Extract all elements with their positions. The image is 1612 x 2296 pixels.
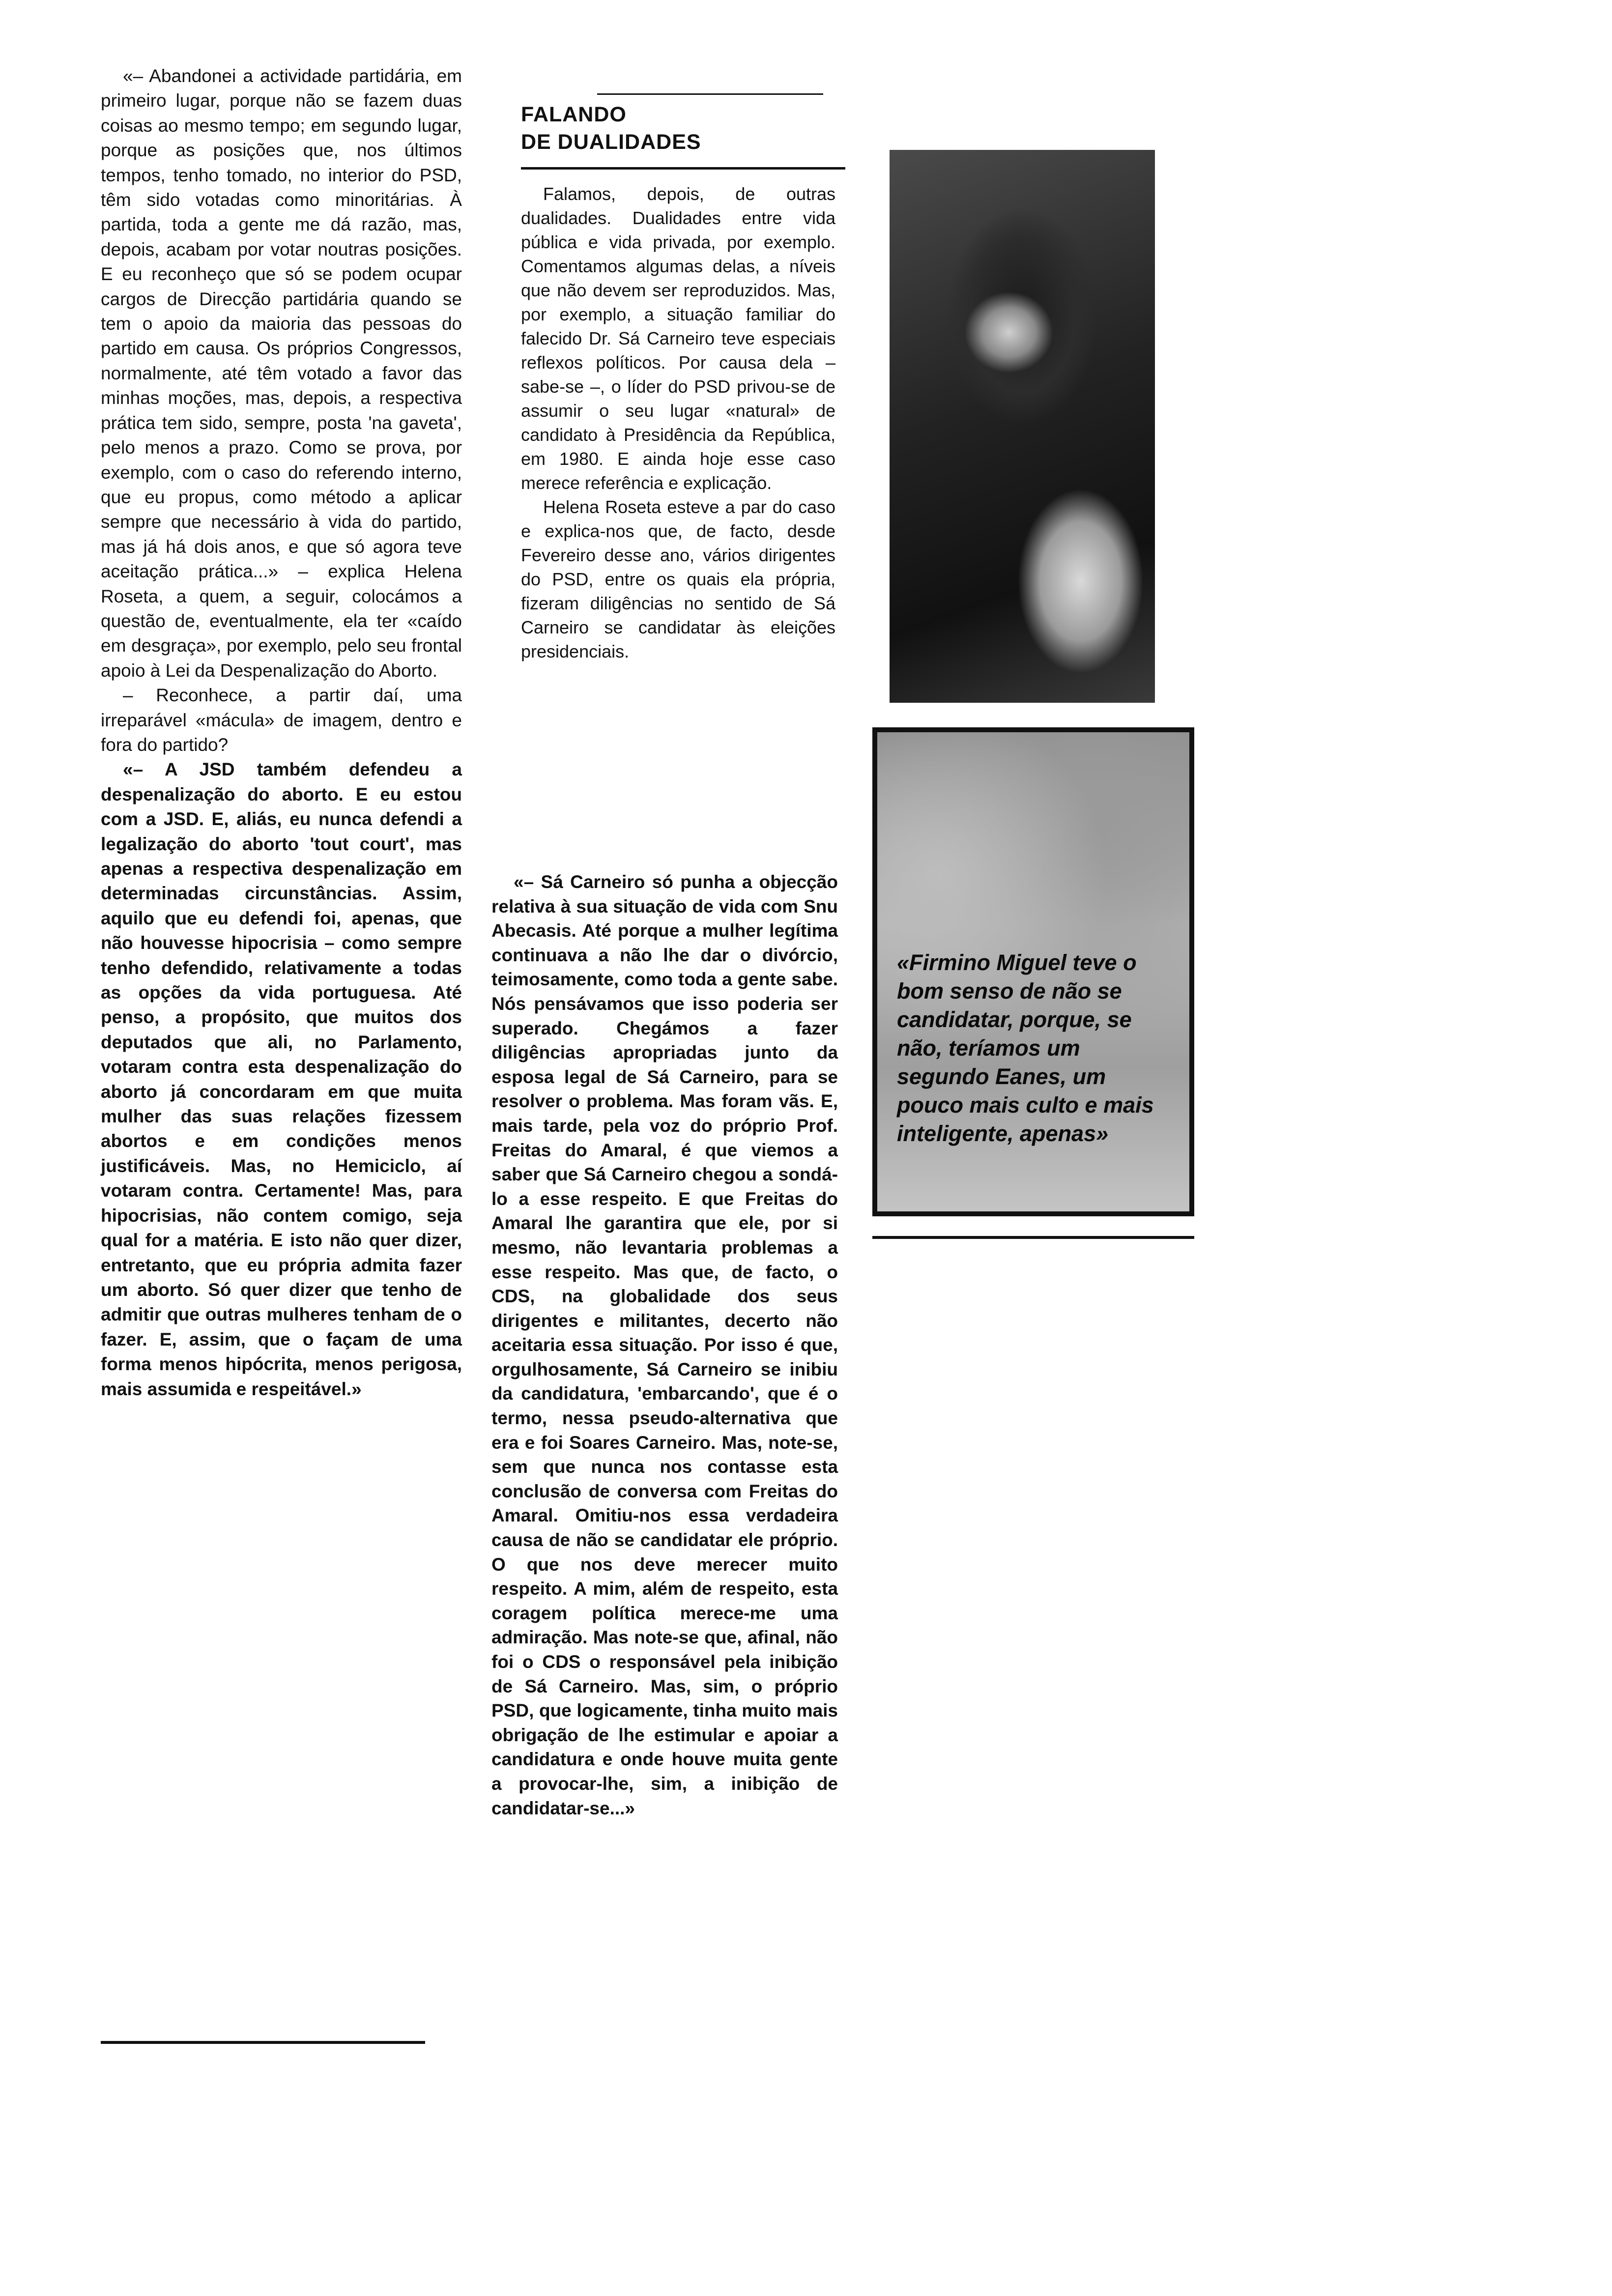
pull-quote-text: «Firmino Miguel teve o bom senso de não se candidatar, porque, se não, teríamos um segundo Eanes, um pouco mais culto e mais inteligente, apenas» [897, 950, 1154, 1146]
interview-question-paragraph: – Reconhece, a partir daí, uma irreparável «mácula» de imagem, dentro e fora do partido? [101, 685, 462, 755]
pull-quote-box [872, 727, 1194, 1216]
section-heading-line-2: DE DUALIDADES [521, 130, 701, 154]
section-heading-rule [521, 167, 845, 170]
narrative-paragraph: Helena Roseta esteve a par do caso e explica-nos que, de facto, desde Fevereiro desse ano, vários dirigentes do PSD, entre os quais ela própria, fizeram diligências no sentido de Sá Carneiro se candidatar às eleições presidenciais. [521, 497, 835, 661]
article-column-2-quote [491, 870, 838, 1820]
narrative-paragraph: Falamos, depois, de outras dualidades. Dualidades entre vida pública e vida privada, por exemplo. Comentamos algumas delas, a níveis que não devem ser reproduzidos. Mas, por exemplo, a situação familiar do falecido Dr. Sá Carneiro teve especiais reflexos políticos. Por causa dela – sabe-se –, o líder do PSD privou-se de assumir o seu lugar «natural» de candidato à Presidência da República, em 1980. E ainda hoje esse caso merece referência e explicação. [521, 184, 835, 493]
pull-quote-bottom-rule [872, 1236, 1194, 1239]
interview-answer-paragraph: «– Sá Carneiro só punha a objecção relativa à sua situação de vida com Snu Abecasis. Até porque a mulher legítima continuava a não lhe dar o divórcio, teimosamente, como toda a gente sabe. Nós pensávamos que isso poderia ser superado. Chegámos a fazer diligências apropriadas junto da esposa legal de Sá Carneiro, para se resolver o problema. Mas foram vãs. E, mais tarde, pela voz do próprio Prof. Freitas do Amaral, é que viemos a saber que Sá Carneiro chegou a sondá-lo a esse respeito. E que Freitas do Amaral lhe garantira que ele, por si mesmo, não levantaria problemas a esse respeito. Mas que, de facto, o CDS, na globalidade dos seus dirigentes e militantes, decerto não aceitaria essa situação. Por isso é que, orgulhosamente, Sá Carneiro se inibiu da candidatura, 'embarcando', que é o termo, nessa pseudo-alternativa que era e foi Soares Carneiro. Mas, note-se, sem que nunca nos contasse esta conclusão de conversa com Freitas do Amaral. Omitiu-nos essa verdadeira causa de não se candidatar ele próprio. O que nos deve merecer muito respeito. A mim, além de respeito, esta coragem política merece-me uma admiração. Mas note-se que, afinal, não foi o CDS o responsável pela inibição de Sá Carneiro. Mas, sim, o próprio PSD, que logicamente, tinha muito mais obrigação de lhe estimular e apoiar a candidatura e onde houve muita gente a provocar-lhe, sim, a inibição de candidatar-se...» [491, 872, 838, 1818]
article-column-1 [101, 64, 462, 1402]
section-heading-line-1: FALANDO [521, 103, 627, 126]
section-top-rule [597, 93, 823, 95]
section-heading [521, 101, 701, 156]
interview-answer-paragraph: «– A JSD também defendeu a despenalização do aborto. E eu estou com a JSD. E, aliás, eu nunca defendi a legalização do aborto 'tout court', mas apenas a respectiva despenalização em determinadas circunstâncias. Assim, aquilo que eu defendi foi, apenas, que não houvesse hipocrisia – como sempre tenho defendido, relativamente a todas as opções da vida portuguesa. Até penso, a propósito, que muitos dos deputados que ali, no Parlamento, votaram contra esta despenalização do aborto já concordaram em que muita mulher das suas relações fizessem abortos e em condições menos justificáveis. Mas, no Hemiciclo, aí votaram contra. Certamente! Mas, para hipocrisias, não contem comigo, seja qual for a matéria. E isto não quer dizer, entretanto, que eu própria admita fazer um aborto. Só quer dizer que tenho de admitir que outras mulheres tenham de o fazer. E, assim, que o façam de uma forma menos hipócrita, menos perigosa, mais assumida e respeitável.» [101, 759, 462, 1399]
article-column-2-intro [521, 182, 835, 663]
portrait-photo [890, 150, 1155, 703]
column-1-end-rule [101, 2041, 425, 2044]
interview-answer-paragraph: «– Abandonei a actividade partidária, em primeiro lugar, porque não se fazem duas coisas ao mesmo tempo; em segundo lugar, porque as posições que, nos últimos tempos, tenho tomado, no interior do PSD, têm sido votadas como minoritárias. À partida, toda a gente me dá razão, mas, depois, acabam por votar noutras posições. E eu reconheço que só se podem ocupar cargos de Direcção partidária quando se tem o apoio da maioria das pessoas do partido em causa. Os próprios Congressos, normalmente, até têm votado a favor das minhas moções, mas, depois, a respectiva prática tem sido, sempre, posta 'na gaveta', pelo menos a prazo. Como se prova, por exemplo, com o caso do referendo interno, que eu propus, como método a aplicar sempre que necessário à vida do partido, mas já há dois anos, e que só agora teve aceitação prática...» – explica Helena Roseta, a quem, a seguir, colocámos a questão de, eventualmente, ela ter «caído em desgraça», por exemplo, pelo seu frontal apoio à Lei da Despenalização do Aborto. [101, 66, 462, 681]
